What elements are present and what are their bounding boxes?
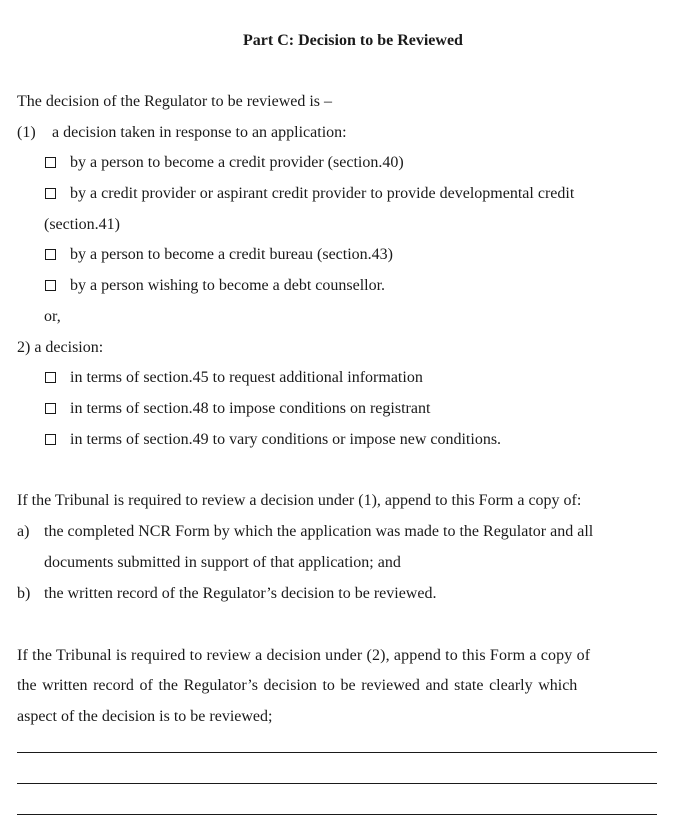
checkbox-section-48[interactable] (45, 403, 56, 414)
option-debt-counsellor-label: by a person wishing to become a debt counsellor. (70, 277, 386, 294)
paragraph-1-lead: If the Tribunal is required to review a decision under (1), append to this Form a copy of: (17, 492, 582, 509)
intro-text: The decision of the Regulator to be reviewed is – (17, 93, 333, 110)
checkbox-credit-bureau[interactable] (45, 249, 56, 260)
answer-line-2[interactable] (17, 783, 657, 784)
answer-line-3[interactable] (17, 814, 657, 815)
checkbox-credit-provider[interactable] (45, 157, 56, 168)
option-credit-provider-label: by a person to become a credit provider (section.40) (70, 154, 404, 171)
option-section-48-label: in terms of section.48 to impose conditions on registrant (70, 400, 431, 417)
option-section-49-label: in terms of section.49 to vary conditions or impose new conditions. (70, 431, 502, 448)
option-section-45-label: in terms of section.45 to request additional information (70, 369, 423, 386)
section-2-text: 2) a decision: (17, 339, 104, 356)
item-b-text: the written record of the Regulator’s decision to be reviewed. (44, 585, 437, 602)
item-a-label: a) (17, 523, 30, 540)
option-developmental-credit-continuation: (section.41) (44, 216, 120, 233)
paragraph-2-line-2: the written record of the Regulator’s decision to be reviewed and state clearly which (17, 677, 578, 694)
checkbox-debt-counsellor[interactable] (45, 280, 56, 291)
item-a-line-1: the completed NCR Form by which the application was made to the Regulator and all (44, 523, 594, 540)
section-1-text: a decision taken in response to an application: (52, 124, 347, 141)
option-credit-bureau-label: by a person to become a credit bureau (section.43) (70, 246, 393, 263)
checkbox-section-49[interactable] (45, 434, 56, 445)
option-developmental-credit-label: by a credit provider or aspirant credit provider to provide developmental credit (70, 185, 575, 202)
item-a-line-2: documents submitted in support of that application; and (44, 554, 401, 571)
answer-line-1[interactable] (17, 752, 657, 753)
checkbox-developmental-credit[interactable] (45, 188, 56, 199)
checkbox-section-45[interactable] (45, 372, 56, 383)
paragraph-2-line-1: If the Tribunal is required to review a decision under (2), append to this Form a copy of (17, 647, 591, 664)
section-1-number: (1) (17, 124, 36, 141)
page-title: Part C: Decision to be Reviewed (243, 32, 463, 49)
paragraph-2-line-3: aspect of the decision is to be reviewed; (17, 708, 273, 725)
or-text: or, (44, 308, 61, 325)
item-b-label: b) (17, 585, 31, 602)
